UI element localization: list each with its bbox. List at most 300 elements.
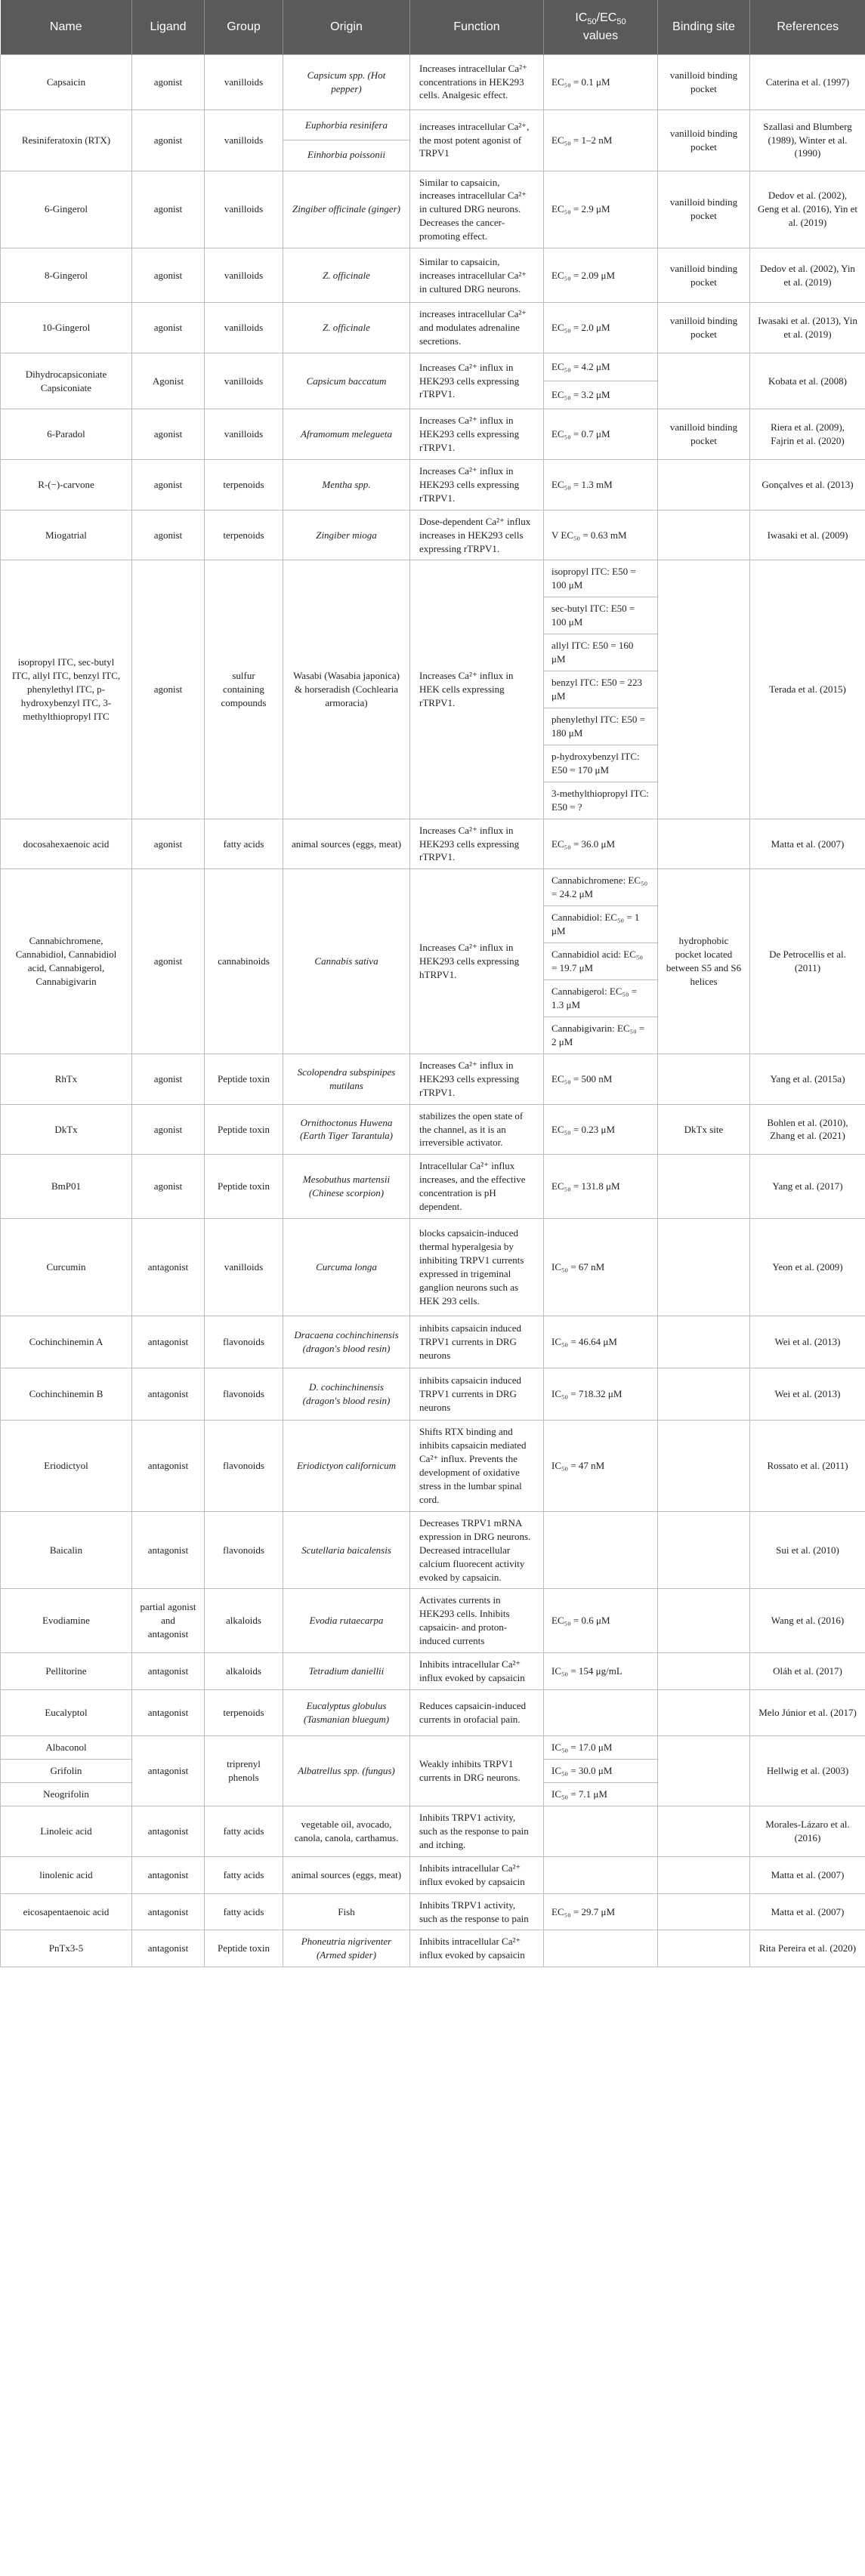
cell-binding bbox=[658, 1589, 750, 1653]
cell-refs: Matta et al. (2007) bbox=[750, 1893, 865, 1930]
origin-text: Zingiber officinale (ginger) bbox=[292, 203, 400, 215]
cell-value: IC₅₀ = 67 nM bbox=[544, 1219, 658, 1316]
table-row bbox=[1, 1736, 865, 1760]
cell-refs: Rita Pereira et al. (2020) bbox=[750, 1930, 865, 1967]
cell-function: Shifts RTX binding and inhibits capsaicin mediated Ca²⁺ influx. Prevents the development of oxidative stress in the lumbar spinal cord. bbox=[410, 1421, 544, 1512]
cell-group: vanilloids bbox=[205, 248, 283, 303]
cell-value: EC₅₀ = 36.0 μM bbox=[544, 819, 658, 869]
cell-group: vanilloids bbox=[205, 54, 283, 110]
cell-binding: vanilloid binding pocket bbox=[658, 54, 750, 110]
cell-group: fatty acids bbox=[205, 1893, 283, 1930]
cell-value: IC₅₀ = 47 nM bbox=[544, 1421, 658, 1512]
cell-binding bbox=[658, 1893, 750, 1930]
cell-origin bbox=[283, 1856, 410, 1893]
cell-group: sulfur containing compounds bbox=[205, 560, 283, 819]
cell-name: 8-Gingerol bbox=[1, 248, 132, 303]
table-row bbox=[1, 1653, 865, 1690]
cell-origin bbox=[283, 1893, 410, 1930]
cell-function: Activates currents in HEK293 cells. Inhibits capsaicin- and proton-induced currents bbox=[410, 1589, 544, 1653]
cell-binding bbox=[658, 1806, 750, 1856]
cell-function: Increases Ca²⁺ influx in HEK293 cells expressing rTRPV1. bbox=[410, 353, 544, 409]
cell-refs: Wang et al. (2016) bbox=[750, 1589, 865, 1653]
cell-function: Inhibits TRPV1 activity, such as the response to pain bbox=[410, 1893, 544, 1930]
cell-name: BmP01 bbox=[1, 1155, 132, 1219]
cell-binding: vanilloid binding pocket bbox=[658, 171, 750, 248]
cell-refs: Wei et al. (2013) bbox=[750, 1368, 865, 1421]
cell-function: Inhibits intracellular Ca²⁺ influx evoked by capsaicin bbox=[410, 1930, 544, 1967]
cell-value: EC₅₀ = 0.6 μM bbox=[544, 1589, 658, 1653]
cell-group: Peptide toxin bbox=[205, 1155, 283, 1219]
cell-group: terpenoids bbox=[205, 459, 283, 510]
cell-value: EC₅₀ = 500 nM bbox=[544, 1054, 658, 1104]
cell-value bbox=[544, 1690, 658, 1736]
cell-binding bbox=[658, 1690, 750, 1736]
table-row bbox=[1, 1930, 865, 1967]
origin-text: Mentha spp. bbox=[322, 478, 371, 490]
cell-refs: Dedov et al. (2002), Yin et al. (2019) bbox=[750, 248, 865, 303]
cell-group: vanilloids bbox=[205, 171, 283, 248]
cell-ligand: antagonist bbox=[132, 1806, 205, 1856]
cell-refs: Hellwig et al. (2003) bbox=[750, 1736, 865, 1806]
cell-ligand: Agonist bbox=[132, 353, 205, 409]
cell-ligand: antagonist bbox=[132, 1930, 205, 1967]
cell-name: DkTx bbox=[1, 1104, 132, 1155]
cell-origin bbox=[283, 303, 410, 353]
cell-value: EC₅₀ = 1–2 nM bbox=[544, 110, 658, 171]
cell-value: sec-butyl ITC: E50 = 100 μM bbox=[544, 597, 658, 634]
cell-value: Cannabigerol: EC₅₀ = 1.3 μM bbox=[544, 980, 658, 1017]
cell-refs: Yang et al. (2017) bbox=[750, 1155, 865, 1219]
table-row bbox=[1, 1368, 865, 1421]
table-row bbox=[1, 1219, 865, 1316]
cell-ligand: agonist bbox=[132, 869, 205, 1054]
cell-origin bbox=[283, 459, 410, 510]
cell-binding bbox=[658, 819, 750, 869]
cell-origin bbox=[283, 1930, 410, 1967]
cell-name: Neogrifolin bbox=[1, 1782, 132, 1806]
header-ic50-line1: $IC_{50}/EC_{50}$ bbox=[575, 11, 626, 26]
table-row bbox=[1, 1893, 865, 1930]
table-body bbox=[1, 54, 865, 1967]
cell-function: Increases Ca²⁺ influx in HEK293 cells expressing rTRPV1. bbox=[410, 819, 544, 869]
origin-text: Einhorbia poissonii bbox=[307, 149, 385, 160]
cell-origin bbox=[283, 1421, 410, 1512]
table-row bbox=[1, 1421, 865, 1512]
cell-refs: Iwasaki et al. (2013), Yin et al. (2019) bbox=[750, 303, 865, 353]
cell-name: Grifolin bbox=[1, 1760, 132, 1783]
cell-function: Increases Ca²⁺ influx in HEK293 cells expressing rTRPV1. bbox=[410, 459, 544, 510]
cell-function: Decreases TRPV1 mRNA expression in DRG neurons. Decreased intracellular calcium fluorecent activity evoked by capsaicin. bbox=[410, 1511, 544, 1589]
cell-value: EC₅₀ = 3.2 μM bbox=[544, 381, 658, 409]
origin-text: Scolopendra subspinipes mutilans bbox=[297, 1066, 396, 1091]
cell-value: IC₅₀ = 17.0 μM bbox=[544, 1736, 658, 1760]
header-function: Function bbox=[410, 0, 544, 54]
cell-function: Increases Ca²⁺ influx in HEK293 cells expressing hTRPV1. bbox=[410, 869, 544, 1054]
cell-ligand: agonist bbox=[132, 409, 205, 460]
table-row bbox=[1, 869, 865, 906]
cell-name: linolenic acid bbox=[1, 1856, 132, 1893]
cell-group: flavonoids bbox=[205, 1368, 283, 1421]
table-row bbox=[1, 1054, 865, 1104]
origin-text: Wasabi (Wasabia japonica) & horseradish (Cochlearia armoracia) bbox=[293, 670, 400, 708]
cell-value: IC₅₀ = 46.64 μM bbox=[544, 1316, 658, 1368]
cell-refs: Kobata et al. (2008) bbox=[750, 353, 865, 409]
header-binding: Binding site bbox=[658, 0, 750, 54]
cell-function: Increases Ca²⁺ influx in HEK293 cells expressing rTRPV1. bbox=[410, 409, 544, 460]
origin-text: D. cochinchinensis (dragon's blood resin) bbox=[302, 1381, 391, 1407]
cell-value: IC₅₀ = 7.1 μM bbox=[544, 1782, 658, 1806]
cell-function: Dose-dependent Ca²⁺ influx increases in HEK293 cells expressing rTRPV1. bbox=[410, 510, 544, 560]
table-header-row bbox=[1, 0, 865, 54]
cell-function: stabilizes the open state of the channel, as it is an irreversible activator. bbox=[410, 1104, 544, 1155]
cell-refs: Caterina et al. (1997) bbox=[750, 54, 865, 110]
origin-text: Eriodictyon californicum bbox=[296, 1459, 397, 1471]
table-row bbox=[1, 459, 865, 510]
table-row bbox=[1, 819, 865, 869]
table-row bbox=[1, 54, 865, 110]
cell-refs: Rossato et al. (2011) bbox=[750, 1421, 865, 1512]
cell-name: 6-Gingerol bbox=[1, 171, 132, 248]
cell-refs: Yang et al. (2015a) bbox=[750, 1054, 865, 1104]
table-row bbox=[1, 1690, 865, 1736]
cell-origin bbox=[283, 1219, 410, 1316]
cell-function: increases intracellular Ca²⁺ and modulates adrenaline secretions. bbox=[410, 303, 544, 353]
cell-binding: hydrophobic pocket located between S5 and S6 helices bbox=[658, 869, 750, 1054]
cell-ligand: agonist bbox=[132, 248, 205, 303]
cell-group: fatty acids bbox=[205, 1806, 283, 1856]
table-row bbox=[1, 1806, 865, 1856]
cell-name: PnTx3-5 bbox=[1, 1930, 132, 1967]
cell-group: fatty acids bbox=[205, 1856, 283, 1893]
cell-ligand: agonist bbox=[132, 303, 205, 353]
cell-group: cannabinoids bbox=[205, 869, 283, 1054]
cell-origin bbox=[283, 1589, 410, 1653]
header-origin: Origin bbox=[283, 0, 410, 54]
cell-name: Dihydrocapsiconiate Capsiconiate bbox=[1, 353, 132, 409]
cell-value: phenylethyl ITC: E50 = 180 μM bbox=[544, 708, 658, 745]
cell-value: EC₅₀ = 2.0 μM bbox=[544, 303, 658, 353]
cell-ligand: agonist bbox=[132, 1104, 205, 1155]
cell-origin bbox=[283, 248, 410, 303]
cell-value: isopropyl ITC: E50 = 100 μM bbox=[544, 560, 658, 597]
cell-name: 6-Paradol bbox=[1, 409, 132, 460]
cell-name: isopropyl ITC, sec-butyl ITC, allyl ITC, benzyl ITC, phenylethyl ITC, p-hydroxybenzyl ITC, 3-methylthiopropyl ITC bbox=[1, 560, 132, 819]
header-refs: References bbox=[750, 0, 865, 54]
origin-text: animal sources (eggs, meat) bbox=[291, 1868, 402, 1880]
cell-group: flavonoids bbox=[205, 1316, 283, 1368]
header-ic50 bbox=[544, 0, 658, 54]
cell-value: Cannabidiol acid: EC₅₀ = 19.7 μM bbox=[544, 943, 658, 980]
origin-text: Mesobuthus martensii (Chinese scorpion) bbox=[302, 1174, 391, 1199]
origin-text: Fish bbox=[338, 1905, 355, 1917]
cell-binding: vanilloid binding pocket bbox=[658, 409, 750, 460]
cell-value: IC₅₀ = 30.0 μM bbox=[544, 1760, 658, 1783]
cell-refs: Matta et al. (2007) bbox=[750, 1856, 865, 1893]
cell-name: Cannabichromene, Cannabidiol, Cannabidiol acid, Cannabigerol, Cannabigivarin bbox=[1, 869, 132, 1054]
cell-group: flavonoids bbox=[205, 1511, 283, 1589]
cell-binding: vanilloid binding pocket bbox=[658, 248, 750, 303]
cell-name: Eriodictyol bbox=[1, 1421, 132, 1512]
cell-origin bbox=[283, 409, 410, 460]
cell-name: Cochinchinemin B bbox=[1, 1368, 132, 1421]
origin-text: Euphorbia resinifera bbox=[283, 116, 409, 140]
cell-function: Similar to capsaicin, increases intracellular Ca²⁺ in cultured DRG neurons. bbox=[410, 248, 544, 303]
cell-value: 3-methylthiopropyl ITC: E50 = ? bbox=[544, 782, 658, 819]
cell-value bbox=[544, 1806, 658, 1856]
header-name: Name bbox=[1, 0, 132, 54]
cell-origin bbox=[283, 510, 410, 560]
cell-group: terpenoids bbox=[205, 510, 283, 560]
cell-refs: Szallasi and Blumberg (1989), Winter et al. (1990) bbox=[750, 110, 865, 171]
cell-ligand: agonist bbox=[132, 54, 205, 110]
origin-text: Ornithoctonus Huwena (Earth Tiger Tarantula) bbox=[299, 1116, 394, 1142]
cell-group: vanilloids bbox=[205, 1219, 283, 1316]
cell-value: p-hydroxybenzyl ITC: E50 = 170 μM bbox=[544, 745, 658, 782]
cell-origin bbox=[283, 1155, 410, 1219]
cell-value: EC₅₀ = 131.8 μM bbox=[544, 1155, 658, 1219]
cell-function: blocks capsaicin-induced thermal hyperalgesia by inhibiting TRPV1 currents expressed in trigeminal ganglion neurons such as HEK 293 cells. bbox=[410, 1219, 544, 1316]
origin-text: Scutellaria baicalensis bbox=[301, 1544, 391, 1556]
cell-name: 10-Gingerol bbox=[1, 303, 132, 353]
cell-value: EC₅₀ = 29.7 μM bbox=[544, 1893, 658, 1930]
cell-binding bbox=[658, 510, 750, 560]
origin-text: Cannabis sativa bbox=[314, 955, 378, 967]
cell-binding bbox=[658, 1054, 750, 1104]
table-row bbox=[1, 1316, 865, 1368]
cell-origin bbox=[283, 1806, 410, 1856]
cell-ligand: antagonist bbox=[132, 1736, 205, 1806]
cell-ligand: antagonist bbox=[132, 1511, 205, 1589]
cell-group: triprenyl phenols bbox=[205, 1736, 283, 1806]
origin-text: Eucalyptus globulus (Tasmanian bluegum) bbox=[303, 1700, 390, 1726]
cell-refs: Morales-Lázaro et al. (2016) bbox=[750, 1806, 865, 1856]
table-row bbox=[1, 1856, 865, 1893]
table-row bbox=[1, 248, 865, 303]
cell-function: increases intracellular Ca²⁺, the most potent agonist of TRPV1 bbox=[410, 110, 544, 171]
cell-ligand: antagonist bbox=[132, 1856, 205, 1893]
cell-name: Pellitorine bbox=[1, 1653, 132, 1690]
cell-value: benzyl ITC: E50 = 223 μM bbox=[544, 671, 658, 708]
table-row bbox=[1, 409, 865, 460]
cell-ligand: antagonist bbox=[132, 1316, 205, 1368]
header-ligand: Ligand bbox=[132, 0, 205, 54]
origin-text: Aframomum melegueta bbox=[301, 427, 392, 440]
cell-refs: Yeon et al. (2009) bbox=[750, 1219, 865, 1316]
cell-value: EC₅₀ = 0.7 μM bbox=[544, 409, 658, 460]
cell-refs: Riera et al. (2009), Fajrin et al. (2020) bbox=[750, 409, 865, 460]
cell-refs: Iwasaki et al. (2009) bbox=[750, 510, 865, 560]
cell-name: RhTx bbox=[1, 1054, 132, 1104]
cell-value bbox=[544, 1511, 658, 1589]
cell-name: Evodiamine bbox=[1, 1589, 132, 1653]
cell-ligand: agonist bbox=[132, 510, 205, 560]
cell-value: IC₅₀ = 718.32 μM bbox=[544, 1368, 658, 1421]
cell-origin bbox=[283, 353, 410, 409]
cell-value: Cannabidiol: EC₅₀ = 1 μM bbox=[544, 906, 658, 943]
cell-origin bbox=[283, 110, 410, 171]
cell-value: EC₅₀ = 2.9 μM bbox=[544, 171, 658, 248]
cell-ligand: partial agonist and antagonist bbox=[132, 1589, 205, 1653]
table-row bbox=[1, 303, 865, 353]
cell-binding bbox=[658, 1736, 750, 1806]
cell-refs: Gonçalves et al. (2013) bbox=[750, 459, 865, 510]
cell-value: Cannabichromene: EC₅₀ = 24.2 μM bbox=[544, 869, 658, 906]
table-row bbox=[1, 1104, 865, 1155]
cell-ligand: antagonist bbox=[132, 1653, 205, 1690]
cell-refs: Bohlen et al. (2010), Zhang et al. (2021) bbox=[750, 1104, 865, 1155]
cell-group: vanilloids bbox=[205, 110, 283, 171]
cell-origin bbox=[283, 1653, 410, 1690]
cell-origin bbox=[283, 1690, 410, 1736]
cell-name: Miogatrial bbox=[1, 510, 132, 560]
cell-function: inhibits capsaicin induced TRPV1 currents in DRG neurons bbox=[410, 1316, 544, 1368]
origin-text: Evodia rutaecarpa bbox=[309, 1615, 384, 1627]
origin-text: animal sources (eggs, meat) bbox=[291, 838, 402, 850]
cell-refs: Matta et al. (2007) bbox=[750, 819, 865, 869]
cell-name: Linoleic acid bbox=[1, 1806, 132, 1856]
cell-ligand: agonist bbox=[132, 459, 205, 510]
cell-binding: vanilloid binding pocket bbox=[658, 303, 750, 353]
cell-ligand: agonist bbox=[132, 110, 205, 171]
header-ic50-line2: values bbox=[582, 29, 619, 42]
cell-name: Eucalyptol bbox=[1, 1690, 132, 1736]
cell-binding bbox=[658, 1653, 750, 1690]
table-row bbox=[1, 171, 865, 248]
table-row bbox=[1, 510, 865, 560]
table-row bbox=[1, 1589, 865, 1653]
cell-origin bbox=[283, 1316, 410, 1368]
cell-function: Weakly inhibits TRPV1 currents in DRG neurons. bbox=[410, 1736, 544, 1806]
cell-name: Resiniferatoxin (RTX) bbox=[1, 110, 132, 171]
cell-group: fatty acids bbox=[205, 819, 283, 869]
cell-value: EC₅₀ = 0.23 μM bbox=[544, 1104, 658, 1155]
cell-origin bbox=[283, 819, 410, 869]
cell-function: Inhibits intracellular Ca²⁺ influx evoked by capsaicin bbox=[410, 1856, 544, 1893]
cell-group: alkaloids bbox=[205, 1653, 283, 1690]
cell-name: Capsaicin bbox=[1, 54, 132, 110]
table-row bbox=[1, 110, 865, 171]
cell-name: Curcumin bbox=[1, 1219, 132, 1316]
origin-text: Zingiber mioga bbox=[316, 529, 377, 541]
cell-binding bbox=[658, 1421, 750, 1512]
cell-value bbox=[544, 1930, 658, 1967]
cell-binding bbox=[658, 459, 750, 510]
table-row bbox=[1, 1155, 865, 1219]
cell-binding bbox=[658, 1930, 750, 1967]
cell-refs: Sui et al. (2010) bbox=[750, 1511, 865, 1589]
cell-binding: vanilloid binding pocket bbox=[658, 110, 750, 171]
table-row bbox=[1, 353, 865, 381]
origin-text: Z. officinale bbox=[323, 269, 370, 281]
cell-value: V EC₅₀ = 0.63 mM bbox=[544, 510, 658, 560]
cell-group: Peptide toxin bbox=[205, 1930, 283, 1967]
cell-origin bbox=[283, 869, 410, 1054]
cell-group: vanilloids bbox=[205, 409, 283, 460]
cell-function: Similar to capsaicin, increases intracellular Ca²⁺ in cultured DRG neurons. Decreases the cancer-promoting effect. bbox=[410, 171, 544, 248]
header-group: Group bbox=[205, 0, 283, 54]
cell-ligand: antagonist bbox=[132, 1421, 205, 1512]
origin-text: Capsicum baccatum bbox=[306, 375, 387, 387]
origin-text: Curcuma longa bbox=[316, 1261, 377, 1273]
cell-ligand: antagonist bbox=[132, 1368, 205, 1421]
cell-group: vanilloids bbox=[205, 303, 283, 353]
cell-origin bbox=[283, 560, 410, 819]
cell-binding: DkTx site bbox=[658, 1104, 750, 1155]
cell-ligand: antagonist bbox=[132, 1690, 205, 1736]
cell-value: allyl ITC: E50 = 160 μM bbox=[544, 634, 658, 671]
origin-text: Phoneutria nigriventer (Armed spider) bbox=[301, 1936, 392, 1961]
cell-ligand: antagonist bbox=[132, 1893, 205, 1930]
cell-name: eicosapentaenoic acid bbox=[1, 1893, 132, 1930]
cell-refs: Melo Júnior et al. (2017) bbox=[750, 1690, 865, 1736]
cell-value: EC₅₀ = 2.09 μM bbox=[544, 248, 658, 303]
cell-binding bbox=[658, 1856, 750, 1893]
cell-binding bbox=[658, 1219, 750, 1316]
cell-function: Inhibits intracellular Ca²⁺ influx evoked by capsaicin bbox=[410, 1653, 544, 1690]
origin-text: Capsicum spp. (Hot pepper) bbox=[307, 69, 386, 94]
cell-ligand: antagonist bbox=[132, 1219, 205, 1316]
cell-function: Reduces capsaicin-induced currents in orofacial pain. bbox=[410, 1690, 544, 1736]
cell-refs: De Petrocellis et al. (2011) bbox=[750, 869, 865, 1054]
cell-name: Albaconol bbox=[1, 1736, 132, 1760]
cell-binding bbox=[658, 1511, 750, 1589]
cell-ligand: agonist bbox=[132, 1054, 205, 1104]
cell-refs: Oláh et al. (2017) bbox=[750, 1653, 865, 1690]
cell-value: Cannabigivarin: EC₅₀ = 2 μM bbox=[544, 1017, 658, 1054]
cell-ligand: agonist bbox=[132, 819, 205, 869]
table-row bbox=[1, 1511, 865, 1589]
cell-origin bbox=[283, 171, 410, 248]
cell-binding bbox=[658, 1316, 750, 1368]
cell-group: vanilloids bbox=[205, 353, 283, 409]
cell-binding bbox=[658, 1368, 750, 1421]
cell-value: EC₅₀ = 1.3 mM bbox=[544, 459, 658, 510]
cell-name: Baicalin bbox=[1, 1511, 132, 1589]
cell-value: EC₅₀ = 0.1 μM bbox=[544, 54, 658, 110]
cell-name: R-(−)-carvone bbox=[1, 459, 132, 510]
origin-text: Z. officinale bbox=[323, 322, 370, 334]
cell-binding bbox=[658, 560, 750, 819]
table-row bbox=[1, 560, 865, 597]
cell-group: alkaloids bbox=[205, 1589, 283, 1653]
cell-name: Cochinchinemin A bbox=[1, 1316, 132, 1368]
cell-function: Inhibits TRPV1 activity, such as the response to pain and itching. bbox=[410, 1806, 544, 1856]
cell-function: Increases Ca²⁺ influx in HEK cells expressing rTRPV1. bbox=[410, 560, 544, 819]
cell-origin bbox=[283, 1054, 410, 1104]
origin-text: Albatrellus spp. (fungus) bbox=[298, 1765, 395, 1776]
cell-group: Peptide toxin bbox=[205, 1054, 283, 1104]
cell-group: flavonoids bbox=[205, 1421, 283, 1512]
cell-ligand: agonist bbox=[132, 560, 205, 819]
cell-group: terpenoids bbox=[205, 1690, 283, 1736]
origin-text: Tetradium daniellii bbox=[308, 1665, 385, 1677]
cell-value: EC₅₀ = 4.2 μM bbox=[544, 353, 658, 381]
origin-text: vegetable oil, avocado, canola, canola, carthamus. bbox=[294, 1818, 399, 1843]
cell-origin bbox=[283, 1736, 410, 1806]
cell-origin bbox=[283, 1368, 410, 1421]
cell-function: Increases Ca²⁺ influx in HEK293 cells expressing rTRPV1. bbox=[410, 1054, 544, 1104]
cell-origin bbox=[283, 1511, 410, 1589]
cell-value: IC₅₀ = 154 μg/mL bbox=[544, 1653, 658, 1690]
cell-refs: Wei et al. (2013) bbox=[750, 1316, 865, 1368]
cell-binding bbox=[658, 1155, 750, 1219]
cell-ligand: agonist bbox=[132, 171, 205, 248]
cell-value bbox=[544, 1856, 658, 1893]
cell-function: Intracellular Ca²⁺ influx increases, and the effective concentration is pH dependent. bbox=[410, 1155, 544, 1219]
origin-text: Dracaena cochinchinensis (dragon's blood resin) bbox=[294, 1329, 399, 1355]
cell-refs: Terada et al. (2015) bbox=[750, 560, 865, 819]
cell-origin bbox=[283, 54, 410, 110]
